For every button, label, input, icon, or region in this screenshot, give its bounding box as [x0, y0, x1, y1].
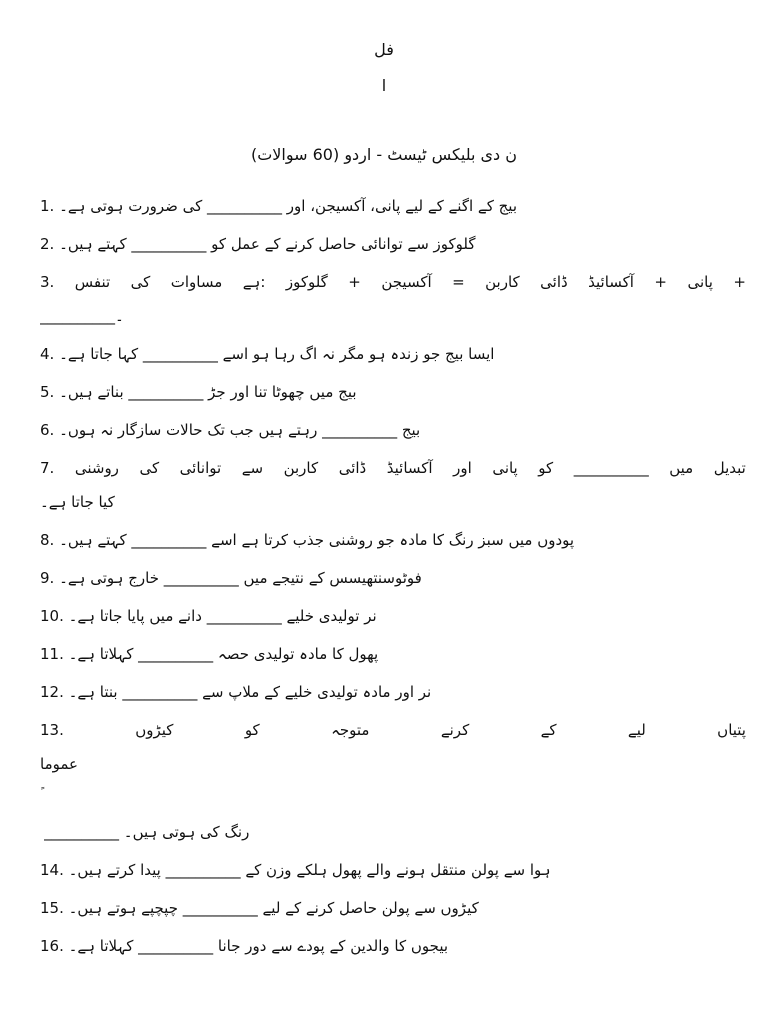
q13-word: پتیاں	[717, 721, 746, 739]
q3-word: +	[654, 273, 667, 291]
q3-word: آکسائیڈ	[588, 273, 634, 291]
q3-word: مساوات	[170, 273, 223, 291]
q7-word: سے	[241, 459, 264, 477]
q3-word: ڈائی	[540, 273, 568, 291]
question-13-line-1	[40, 720, 746, 740]
question-4: 4. ایسا بیج جو زندہ ہو مگر نہ اگ رہا ہو اسے __________ کہا جاتا ہے۔	[40, 345, 495, 363]
q7-word: میں	[669, 459, 694, 477]
q7-word: پانی	[492, 459, 518, 477]
q13-word: کیڑوں	[135, 721, 174, 739]
question-2: 2. گلوکوز سے توانائی حاصل کرنے کے عمل کو __________ کہتے ہیں۔	[40, 235, 476, 253]
q13-word: کو	[244, 721, 260, 739]
q3-word: ہے:	[242, 273, 266, 291]
q7-word: اور	[453, 459, 472, 477]
question-11: 11. پھول کا مادہ تولیدی حصہ __________ کہلاتا ہے۔	[40, 645, 379, 663]
q7-word: ڈائی	[338, 459, 367, 477]
question-16: 16. بیجوں کا والدین کے پودے سے دور جانا __________ کہلاتا ہے۔	[40, 937, 449, 955]
question-7-line-1	[40, 458, 746, 478]
q3-word: +	[733, 273, 746, 291]
question-1: 1. بیج کے اگنے کے لیے پانی، آکسیجن، اور __________ کی ضرورت ہوتی ہے۔	[40, 197, 517, 215]
q7-word: توانائی	[179, 459, 222, 477]
q7-word: __________	[573, 459, 649, 477]
question-5: 5. بیج میں چھوٹا تنا اور جڑ __________ بناتے ہیں۔	[40, 383, 357, 401]
question-15: 15. کیڑوں سے پولن حاصل کرنے کے لیے __________ چپچپے ہوتے ہیں۔	[40, 899, 479, 917]
q7-word: کاربن	[283, 459, 319, 477]
question-3-line-1	[40, 272, 746, 292]
q3-word: کاربن	[485, 273, 520, 291]
question-13-line-2: عموما	[40, 755, 78, 773]
q7-word: کو	[538, 459, 554, 477]
q3-word: +	[348, 273, 361, 291]
q3-word: 3.	[40, 273, 55, 291]
q3-word: =	[452, 273, 465, 291]
question-13-line-3: __________ رنگ کی ہوتی ہیں۔	[44, 823, 250, 841]
header-line-1: فل	[374, 40, 394, 59]
question-8: 8. پودوں میں سبز رنگ کا مادہ جو روشنی جذب کرتا ہے اسے __________ کہتے ہیں۔	[40, 531, 575, 549]
q7-word: 7.	[40, 459, 55, 477]
q7-word: روشنی	[74, 459, 119, 477]
header-line-2: ا	[381, 76, 387, 95]
page-title: ن دی بلیکس ٹیسٹ - اردو (60 سوالات)	[250, 145, 518, 164]
q13-word: کے	[540, 721, 557, 739]
q7-word: تبدیل	[713, 459, 746, 477]
question-3-line-2: __________۔	[40, 307, 124, 325]
question-10: 10. نر تولیدی خلیے __________ دانے میں پایا جاتا ہے۔	[40, 607, 377, 625]
q3-word: گلوکوز	[285, 273, 328, 291]
q13-word: متوجہ	[331, 721, 370, 739]
q3-word: پانی	[687, 273, 713, 291]
q13-word: 13.	[40, 721, 64, 739]
question-12: 12. نر اور مادہ تولیدی خلیے کے ملاپ سے __________ بنتا ہے۔	[40, 683, 432, 701]
question-6: 6. بیج __________ رہتے ہیں جب تک حالات سازگار نہ ہوں۔	[40, 421, 421, 439]
question-9: 9. فوٹوسنتھیسس کے نتیجے میں __________ خارج ہوتی ہے۔	[40, 569, 422, 587]
q3-word: آکسیجن	[381, 273, 432, 291]
q7-word: کی	[139, 459, 160, 477]
q3-word: کی	[130, 273, 151, 291]
q13-word: لیے	[627, 721, 646, 739]
q13-word: کرنے	[440, 721, 470, 739]
q7-word: آکسائیڈ	[386, 459, 433, 477]
question-14: 14. ہوا سے پولن منتقل ہونے والے پھول ہلکے وزن کے __________ پیدا کرتے ہیں۔	[40, 861, 551, 879]
question-7-line-2: کیا جاتا ہے۔	[40, 493, 115, 511]
q3-word: تنفس	[74, 273, 111, 291]
